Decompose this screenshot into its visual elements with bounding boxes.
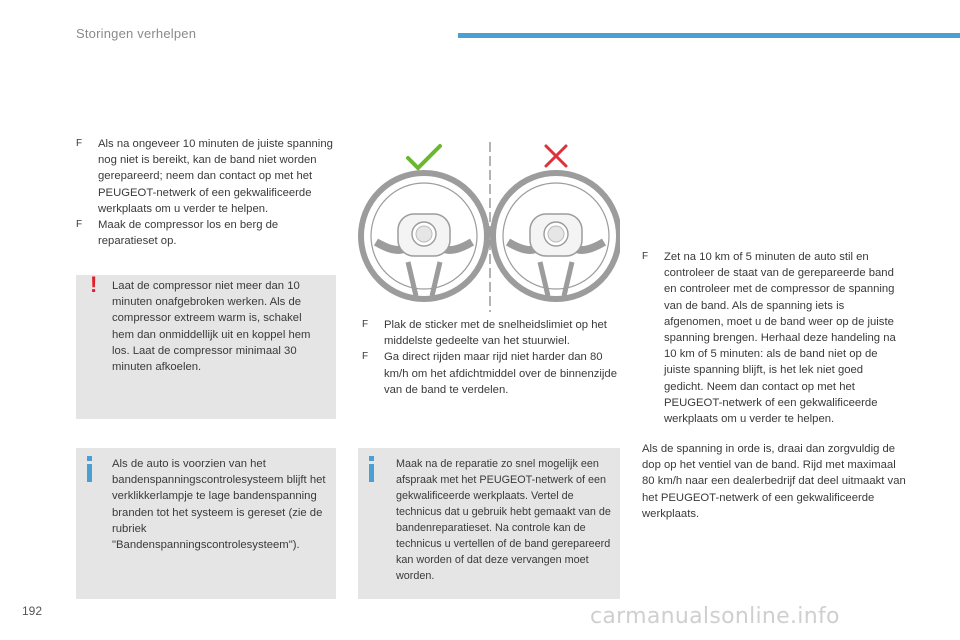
warning-text: Laat de compressor niet meer dan 10 minuten onafgebroken werken. Als de compressor extreem warm is, schakel hem dan onmiddellijk uit en koppel hem los. Laat de compressor minimaal 30 minuten afkoelen. <box>112 280 311 374</box>
info-icon <box>369 456 374 482</box>
info-box-tpms <box>76 448 336 599</box>
left-bullet-list <box>76 136 338 249</box>
steering-wheel-illustration <box>356 136 620 312</box>
bullet-marker: F <box>362 319 369 330</box>
cross-icon <box>546 146 566 166</box>
bullet-marker: F <box>76 138 83 149</box>
warning-exclamation-icon: ! <box>90 272 98 297</box>
list-item: F Ga direct rijden maar rijd niet harder dan 80 km/h om het afdichtmiddel over de binnenzijde van de band te verdelen. <box>362 351 617 396</box>
watermark-text: carmanualsonline.info <box>590 604 840 629</box>
info-box-repair <box>358 448 620 599</box>
page-header-title: Storingen verhelpen <box>76 26 197 41</box>
info-text: Maak na de reparatie zo snel mogelijk een afspraak met het PEUGEOT-netwerk of een gekwalificeerde werkplaats. Vertel de technicus dat u gebruik hebt gemaakt van de bandenreparatieset. Na controle kan de technicus u vertellen of de band gerepareerd kan worden of dat deze vervangen moet worden. <box>396 458 611 582</box>
header-accent-bar <box>458 33 960 38</box>
steering-wheel-left <box>361 173 487 299</box>
info-icon <box>87 456 92 482</box>
check-icon <box>408 146 440 168</box>
list-item: F Plak de sticker met de snelheidslimiet op het middelste gedeelte van het stuurwiel. <box>362 319 607 348</box>
info-text: Als de auto is voorzien van het bandenspanningscontrolesysteem blijft het verklikkerlampje te lage bandenspanning branden tot het systeem is gereset (zie de rubriek "Bandenspanningscontrolesysteem"). <box>112 458 326 552</box>
bullet-marker: F <box>362 351 369 363</box>
page-number: 192 <box>22 604 43 618</box>
list-item: F Als na ongeveer 10 minuten de juiste spanning nog niet is bereikt, kan de band niet worden gerepareerd; neem dan contact op met het PEUGEOT-netwerk of een gekwalificeerde werkplaats om u verder te helpen. <box>76 138 333 215</box>
right-paragraph: Als de spanning in orde is, draai dan zorgvuldig de dop op het ventiel van de band. Rijd met maximaal 80 km/h naar een dealerbedrijf dat deel uitmaakt van het PEUGEOT-netwerk of een gekwalificeerde werkplaats. <box>642 443 906 520</box>
list-item: F Maak de compressor los en berg de reparatieset op. <box>76 219 279 248</box>
list-item: F Zet na 10 km of 5 minuten de auto stil en controleer de staat van de gerepareerde band en controleer met de compressor de spanning van de band. Als de spanning iets is afgenomen, moet u de band weer op de juiste spanning brengen. Herhaal deze handeling na 10 km of 5 minuten: als de band niet op de juiste spanning blijft, is het lek niet goed gedicht. Neem dan contact op met het PEUGEOT-netwerk of een gekwalificeerde werkplaats om u verder te helpen. <box>642 251 896 426</box>
bullet-marker: F <box>642 251 649 262</box>
bullet-marker: F <box>76 219 83 231</box>
steering-wheel-right <box>493 173 619 299</box>
warning-box <box>76 272 336 419</box>
middle-bullet-list <box>362 317 618 398</box>
right-bullet-list <box>642 249 904 427</box>
